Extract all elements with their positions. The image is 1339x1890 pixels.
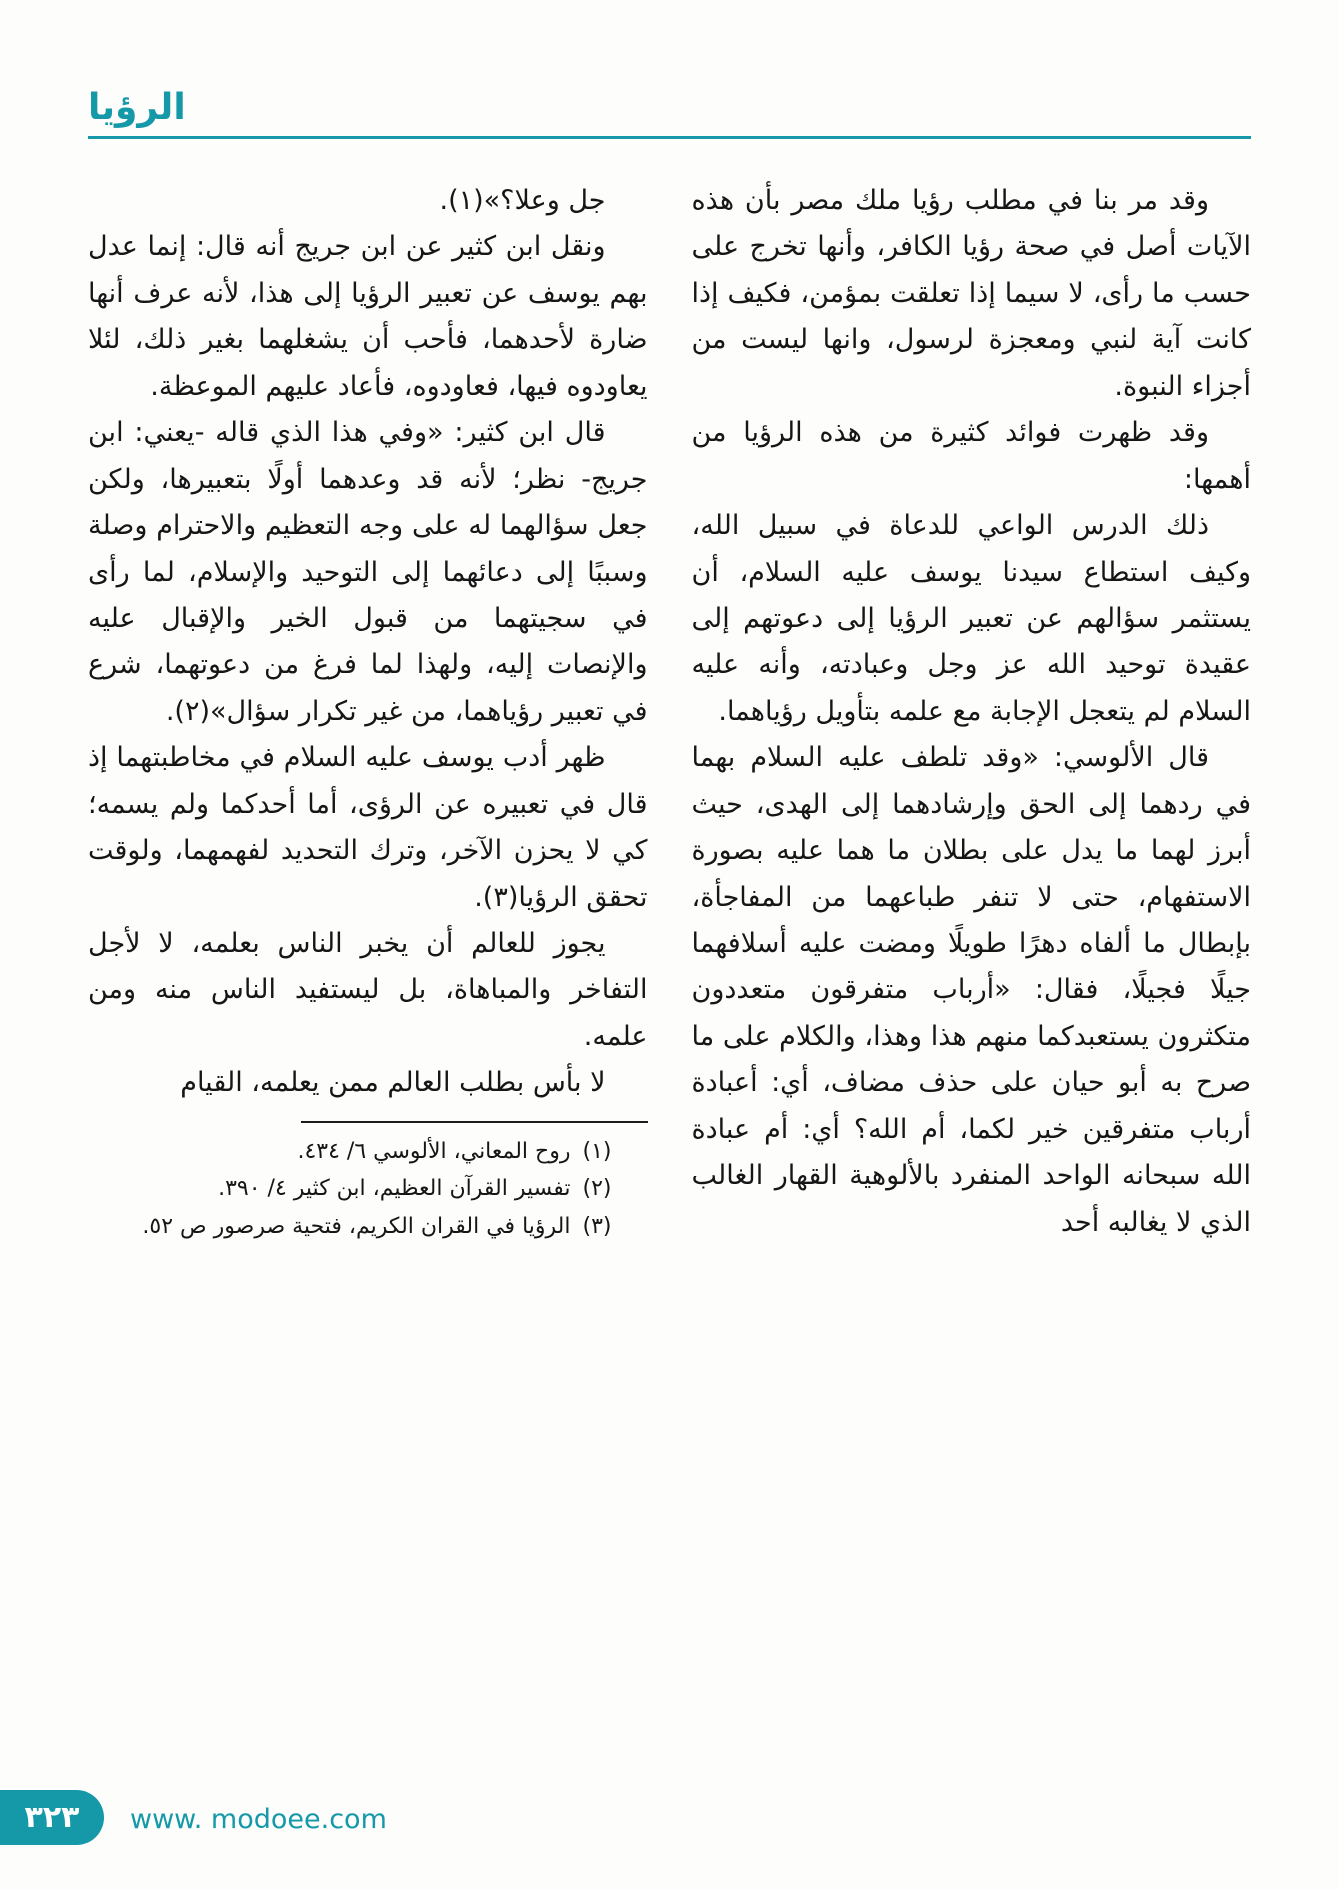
text-columns <box>88 178 1251 1723</box>
column-left <box>88 178 648 1723</box>
paragraph: قال الألوسي: «وقد تلطف عليه السلام بهما في ردهما إلى الحق وإرشادهما إلى الهدى، حيث أبرز لهما ما يدل على بطلان ما هما عليه بصورة الاستفهام، حتى لا تنفر طباعهما من المفاجأة، بإبطال ما ألفاه دهرًا طويلًا ومضت عليه أسلافهما جيلًا فجيلًا، فقال: «أرباب متفرقون متعددون متكثرون يستعبدكما منهم هذا وهذا، والكلام على ما صرح به أبو حيان على حذف مضاف، أي: أعبادة أرباب متفرقين خير لكما، أم الله؟ أي: أم عبادة الله سبحانه الواحد المنفرد بالألوهية القهار الغالب الذي لا يغالبه أحد <box>691 742 1251 1238</box>
header-rule <box>88 136 1251 139</box>
paragraph: ذلك الدرس الواعي للدعاة في سبيل الله، وكيف استطاع سيدنا يوسف عليه السلام، أن يستثمر سؤالهم عن تعبير الرؤيا إلى دعوتهم إلى عقيدة توحيد الله عز وجل وعبادته، وأنه عليه السلام لم يتعجل الإجابة مع علمه بتأويل رؤياهما. <box>691 510 1251 727</box>
footnote-text: تفسير القرآن العظيم، ابن كثير ٤/ ٣٩٠. <box>218 1176 571 1202</box>
footnote <box>88 1133 648 1170</box>
footnote-marker: (٢) <box>582 1176 612 1202</box>
paragraph: لا بأس بطلب العالم ممن يعلمه، القيام <box>180 1067 606 1099</box>
paragraph: قال ابن كثير: «وفي هذا الذي قاله -يعني: ابن جريج- نظر؛ لأنه قد وعدهما أولًا بتعبيرها، ولكن جعل سؤالهما له على وجه التعظيم والاحترام وصلة وسببًا إلى دعائهما إلى التوحيد والإسلام، لما رأى في سجيتهما من قبول الخير والإقبال عليه والإنصات إليه، ولهذا لما فرغ من دعوتهما، شرع في تعبير رؤياهما، من غير تكرار سؤال»(٢). <box>88 417 648 727</box>
column-right <box>692 178 1252 1723</box>
page-title: الرؤيا <box>88 87 186 128</box>
footnotes-section <box>88 1121 648 1245</box>
paragraph: وقد ظهرت فوائد كثيرة من هذه الرؤيا من أهمها: <box>691 417 1251 495</box>
footnote-marker: (٣) <box>582 1213 612 1239</box>
footnote-marker: (١) <box>582 1138 612 1164</box>
page-header <box>88 88 1251 147</box>
paragraph: ظهر أدب يوسف عليه السلام في مخاطبتهما إذ قال في تعبيره عن الرؤى، أما أحدكما ولم يسمه؛ كي لا يحزن الآخر، وترك التحديد لفهمهما، ولوقت تحقق الرؤيا(٣). <box>88 742 648 913</box>
paragraph: يجوز للعالم أن يخبر الناس بعلمه، لا لأجل التفاخر والمباهاة، بل ليستفيد الناس منه ومن علمه. <box>88 928 648 1052</box>
footnote <box>88 1170 648 1207</box>
footnote <box>88 1208 648 1245</box>
footnote-text: روح المعاني، الألوسي ٦/ ٤٣٤. <box>297 1138 571 1164</box>
footnote-divider <box>301 1121 648 1123</box>
page-number-badge: ٣٢٣ <box>0 1790 104 1845</box>
paragraph: ونقل ابن كثير عن ابن جريج أنه قال: إنما عدل بهم يوسف عن تعبير الرؤيا إلى هذا، لأنه عرف أنها ضارة لأحدهما، فأحب أن يشغلهما بغير ذلك، لئلا يعاودوه فيها، فعاودوه، فأعاد عليهم الموعظة. <box>88 231 648 402</box>
paragraph: جل وعلا؟»(١). <box>439 185 606 216</box>
paragraph: وقد مر بنا في مطلب رؤيا ملك مصر بأن هذه الآيات أصل في صحة رؤيا الكافر، وأنها تخرج على حسب ما رأى، لا سيما إذا تعلقت بمؤمن، فكيف إذا كانت آية لنبي ومعجزة لرسول، وانها ليست من أجزاء النبوة. <box>691 185 1251 402</box>
website-text: www. modoee.com <box>130 1804 387 1835</box>
footnote-text: الرؤيا في القران الكريم، فتحية صرصور ص ٥٢. <box>142 1213 571 1239</box>
